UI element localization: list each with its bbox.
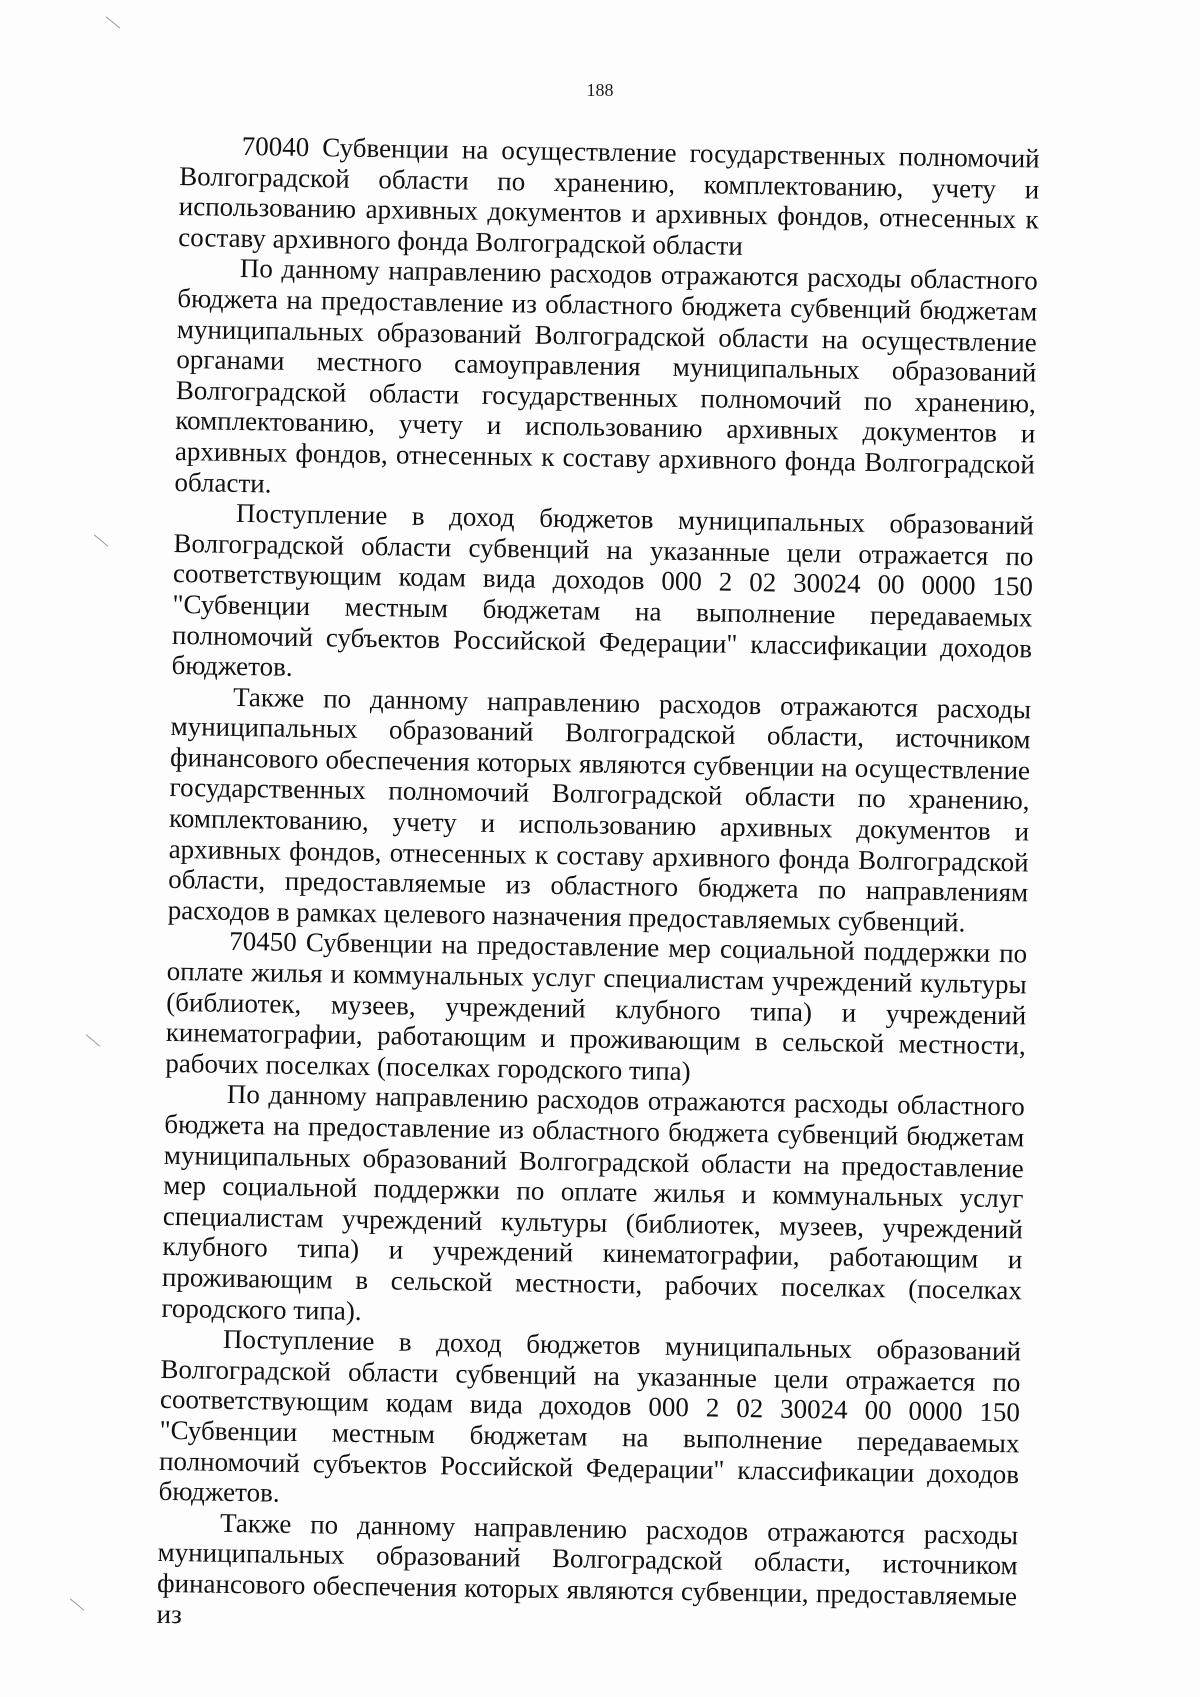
- paragraph-70450-heading: 70450 Субвенции на предоставление мер социальной поддержки по оплате жилья и коммунальных услуг специалистам учреждений культуры (библиотек, музеев, учреждений клубного типа) и учреждений кинематографии, работающим и проживающим в сельской местности, рабочих поселках (поселках городского типа): [165, 926, 1028, 1086]
- paragraph-70040-heading: 70040 Субвенции на осуществление государственных полномочий Волгоградской области по хранению, комплектованию, учету и использованию архивных документов и архивных фондов, отнесенных к составу архивного фонда Волгоградской области: [178, 130, 1040, 261]
- paragraph-70040-description: По данному направлению расходов отражаются расходы областного бюджета на предоставление из областного бюджета субвенций бюджетам муниципальных образований Волгоградской области на осуществление органами местного самоуправления муниципальных образований Волгоградской области государственных полномочий по хранению, комплектованию, учету и использованию архивных документов и архивных фондов, отнесенных к составу архивного фонда Волгоградской области.: [174, 253, 1038, 499]
- paragraph-70040-revenue: Поступление в доход бюджетов муниципальных образований Волгоградской области субвенций на указанные цели отражается по соответствующим кодам вида доходов 000 2 02 30024 00 0000 150 "Субвенции местным бюджетам на выполнение передаваемых полномочий субъектов Российской Федерации" классификации доходов бюджетов.: [171, 498, 1035, 682]
- scan-mark-bottom: [70, 1598, 84, 1610]
- document-body: [156, 130, 1039, 1642]
- paragraph-70450-description: По данному направлению расходов отражаются расходы областного бюджета на предоставление из областного бюджета субвенций бюджетам муниципальных образований Волгоградской области на предоставление мер социальной поддержки по оплате жилья и коммунальных услуг специалистам учреждений культуры (библиотек, музеев, учреждений клубного типа) и учреждений кинематографии, работающим и проживающим в сельской местности, рабочих поселках (поселках городского типа).: [161, 1079, 1025, 1326]
- scan-mark-lower: [86, 1034, 100, 1046]
- paragraph-70450-revenue: Поступление в доход бюджетов муниципальных образований Волгоградской области субвенций на указанные цели отражается по соответствующим кодам вида доходов 000 2 02 30024 00 0000 150 "Субвенции местным бюджетам на выполнение передаваемых полномочий субъектов Российской Федерации" классификации доходов бюджетов.: [158, 1323, 1022, 1508]
- paragraph-70040-municipal: Также по данному направлению расходов отражаются расходы муниципальных образований Волгоградской области, источником финансового обеспечения которых являются субвенции на осуществление государственных полномочий Волгоградской области по хранению, комплектованию, учету и использованию архивных документов и архивных фондов, отнесенных к составу архивного фонда Волгоградской области, предоставляемые из областного бюджета по направлениям расходов в рамках целевого назначения предоставляемых субвенций.: [167, 681, 1032, 938]
- page-number: 188: [586, 80, 614, 100]
- paragraph-70450-municipal: Также по данному направлению расходов отражаются расходы муниципальных образований Волгоградской области, источником финансового обеспечения которых являются субвенции, предоставляемые из: [156, 1507, 1019, 1629]
- scan-mark-top: [106, 16, 120, 28]
- scan-mark-middle: [94, 534, 108, 546]
